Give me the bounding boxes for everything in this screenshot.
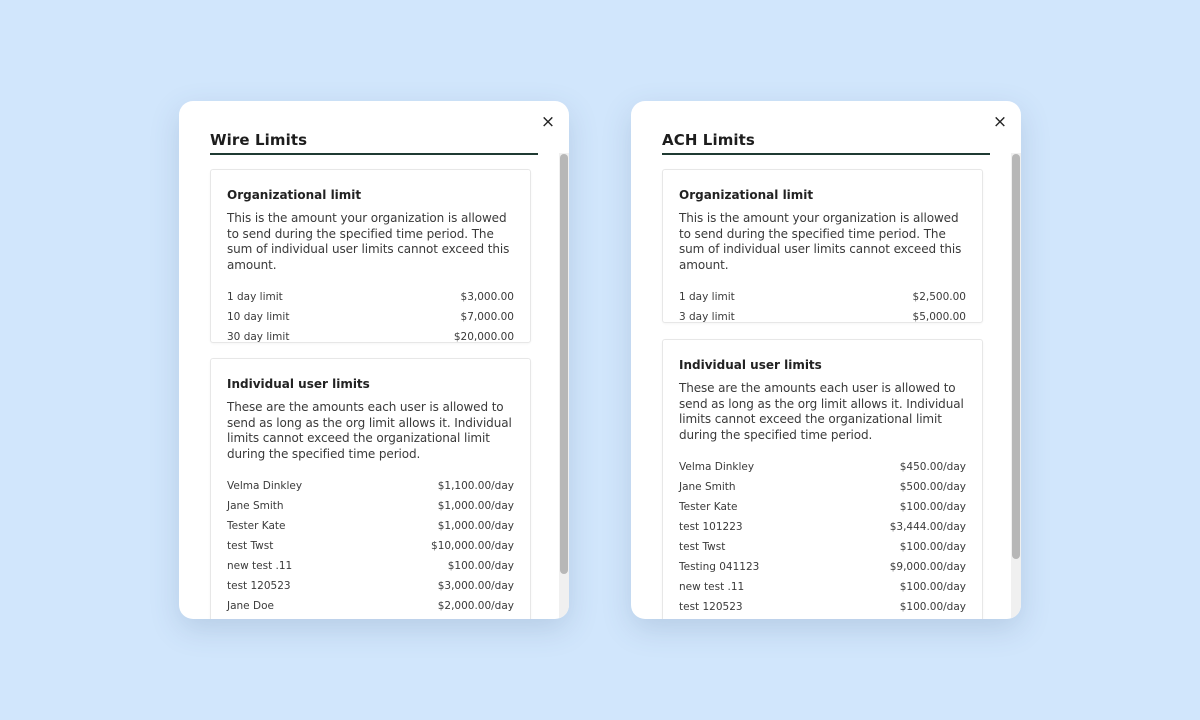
user-limit-value: $9,000.00/day: [889, 561, 966, 574]
scrollbar-thumb[interactable]: [1012, 154, 1020, 559]
user-limit-row: [227, 496, 514, 516]
user-name: test Twst: [227, 540, 274, 553]
user-limit-value: $1,000.00/day: [437, 500, 514, 513]
user-limit-row: [679, 557, 966, 577]
card-heading: Individual user limits: [227, 377, 370, 391]
scrollbar-thumb[interactable]: [560, 154, 568, 574]
user-limit-row: [679, 537, 966, 557]
card-heading: Organizational limit: [227, 188, 362, 202]
modal-title: Wire Limits: [210, 131, 538, 155]
close-icon[interactable]: ×: [990, 112, 1010, 132]
user-limit-value: $100.00/day: [447, 560, 514, 573]
org-limit-card: [662, 169, 983, 323]
user-name: Jane Smith: [227, 500, 284, 513]
user-limit-row: [227, 556, 514, 576]
limit-label: 1 day limit: [227, 291, 283, 304]
user-limit-value: $3,444.00/day: [889, 521, 966, 534]
user-limit-row: [679, 497, 966, 517]
user-limits-card: [210, 358, 531, 619]
limit-label: 1 day limit: [679, 291, 735, 304]
user-limit-row: [679, 517, 966, 537]
card-description: These are the amounts each user is allowed to send as long as the org limit allows it. Individual limits cannot exceed the organizational limit during the specified time period.: [227, 400, 512, 461]
user-limit-value: $3,000.00/day: [437, 580, 514, 593]
card-description: This is the amount your organization is allowed to send during the specified time period. The sum of individual user limits cannot exceed this amount.: [679, 211, 962, 272]
limit-value: $2,500.00: [912, 291, 966, 304]
user-limit-value: $100.00/day: [899, 541, 966, 554]
user-limit-row: [227, 596, 514, 616]
scrollbar[interactable]: [1011, 153, 1021, 619]
limit-label: 10 day limit: [227, 311, 290, 324]
user-name: Testing 041123: [679, 561, 760, 574]
user-limit-row: [679, 577, 966, 597]
user-name: Velma Dinkley: [679, 461, 755, 474]
user-limit-value: $450.00/day: [899, 461, 966, 474]
limit-value: $7,000.00: [460, 311, 514, 324]
user-limit-row: [679, 457, 966, 477]
user-limit-row: [679, 597, 966, 617]
user-limit-row: [679, 477, 966, 497]
limit-value: $20,000.00: [453, 331, 514, 344]
user-limit-value: $100.00/day: [899, 581, 966, 594]
user-name: Tester Kate: [679, 501, 738, 514]
limit-row: [679, 307, 966, 327]
limit-row: [227, 287, 514, 307]
user-name: test Twst: [679, 541, 726, 554]
user-limit-value: $100.00/day: [899, 601, 966, 614]
limit-value: $5,000.00: [912, 311, 966, 324]
user-limit-value: $1,100.00/day: [437, 480, 514, 493]
wire-limits-modal: [179, 101, 569, 619]
user-limit-value: $10,000.00/day: [431, 540, 514, 553]
modal-title: ACH Limits: [662, 131, 990, 155]
user-name: Tester Kate: [227, 520, 286, 533]
limit-row: [227, 327, 514, 347]
user-limit-row: [227, 536, 514, 556]
card-description: This is the amount your organization is allowed to send during the specified time period. The sum of individual user limits cannot exceed this amount.: [227, 211, 510, 272]
card-heading: Individual user limits: [679, 358, 822, 372]
user-name: new test .11: [679, 581, 745, 594]
scrollbar[interactable]: [559, 153, 569, 619]
user-name: Velma Dinkley: [227, 480, 303, 493]
user-limit-row: [227, 476, 514, 496]
user-name: test 101223: [679, 521, 743, 534]
card-description: These are the amounts each user is allowed to send as long as the org limit allows it. Individual limits cannot exceed the organizational limit during the specified time period.: [679, 381, 964, 442]
limit-value: $3,000.00: [460, 291, 514, 304]
limit-row: [679, 287, 966, 307]
user-limit-row: [227, 576, 514, 596]
user-limit-value: $1,000.00/day: [437, 520, 514, 533]
limit-row: [227, 307, 514, 327]
card-heading: Organizational limit: [679, 188, 814, 202]
limit-label: 30 day limit: [227, 331, 290, 344]
close-icon[interactable]: ×: [538, 112, 558, 132]
user-limit-value: $100.00/day: [899, 501, 966, 514]
user-name: Jane Doe: [227, 600, 274, 613]
limit-label: 3 day limit: [679, 311, 735, 324]
user-name: test 120523: [679, 601, 743, 614]
user-limits-card: [662, 339, 983, 619]
ach-limits-modal: [631, 101, 1021, 619]
user-limit-value: $2,000.00/day: [437, 600, 514, 613]
user-name: test 120523: [227, 580, 291, 593]
org-limit-card: [210, 169, 531, 343]
user-name: Jane Smith: [679, 481, 736, 494]
user-limit-row: [227, 516, 514, 536]
user-name: new test .11: [227, 560, 293, 573]
user-limit-value: $500.00/day: [899, 481, 966, 494]
